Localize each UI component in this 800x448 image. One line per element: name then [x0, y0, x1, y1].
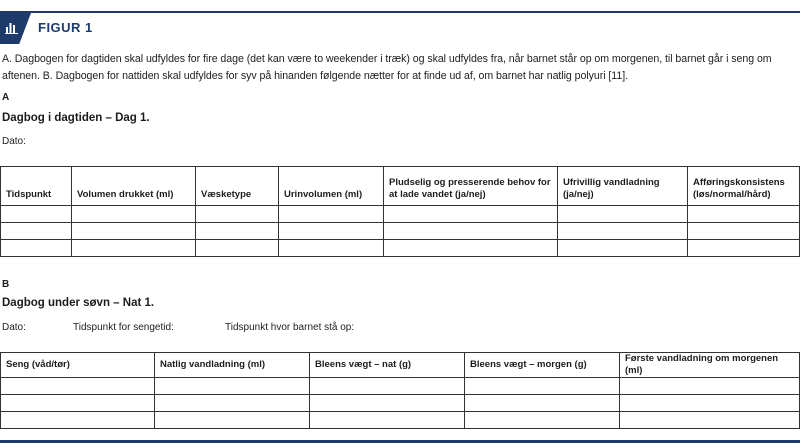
table-cell[interactable] [196, 206, 279, 223]
table-cell[interactable] [558, 206, 688, 223]
table-cell[interactable] [279, 223, 384, 240]
section-b-date-label: Dato: [2, 322, 26, 333]
section-b-title: Dagbog under søvn – Nat 1. [2, 297, 155, 309]
table-cell[interactable] [558, 240, 688, 257]
table-cell[interactable] [1, 378, 155, 395]
column-header: Tidspunkt [1, 167, 72, 206]
column-header: Bleens vægt – morgen (g) [465, 353, 620, 378]
column-header: Pludselig og presserende behov for at lade vandet (ja/nej) [384, 167, 558, 206]
table-cell[interactable] [72, 206, 196, 223]
table-cell[interactable] [620, 378, 800, 395]
column-header: Natlig vandladning (ml) [155, 353, 310, 378]
table-header-row [1, 353, 800, 378]
table-header-row [1, 167, 800, 206]
table-cell[interactable] [196, 223, 279, 240]
table-cell[interactable] [155, 378, 310, 395]
table-cell[interactable] [465, 378, 620, 395]
table-cell[interactable] [1, 223, 72, 240]
figure-badge [0, 13, 31, 44]
figure-caption: A. Dagbogen for dagtiden skal udfyldes for fire dage (det kan være to weekender i træk) og skal udfyldes fra, når barnet står op om morgenen, til barnet går i seng om aftenen. B. Dagbogen for nattiden skal udfyldes for syv på hinanden følgende nætter for at finde ud af, om barnet har natlig polyuri [11]. [2, 53, 772, 82]
table-cell[interactable] [384, 240, 558, 257]
table-cell[interactable] [310, 412, 465, 429]
table-cell[interactable] [688, 223, 800, 240]
table-row [1, 223, 800, 240]
table-cell[interactable] [196, 240, 279, 257]
section-a-label: A [2, 92, 10, 103]
table-cell[interactable] [1, 412, 155, 429]
night-diary-table [0, 352, 800, 429]
table-cell[interactable] [688, 240, 800, 257]
column-header: Seng (våd/tør) [1, 353, 155, 378]
table-cell[interactable] [620, 412, 800, 429]
table-cell[interactable] [279, 206, 384, 223]
wake-time-label: Tidspunkt hvor barnet stå op: [225, 322, 355, 333]
column-header: Bleens vægt – nat (g) [310, 353, 465, 378]
bottom-rule [0, 440, 800, 443]
column-header: Første vandladning om morgenen (ml) [620, 353, 800, 378]
table-cell[interactable] [558, 223, 688, 240]
table-cell[interactable] [155, 395, 310, 412]
table-cell[interactable] [72, 240, 196, 257]
column-header: Urinvolumen (ml) [279, 167, 384, 206]
table-row [1, 206, 800, 223]
table-cell[interactable] [310, 395, 465, 412]
table-row [1, 395, 800, 412]
table-row [1, 412, 800, 429]
figure-title: FIGUR 1 [38, 20, 93, 35]
bar-chart-icon [5, 20, 19, 34]
column-header: Væsketype [196, 167, 279, 206]
day-diary-table [0, 166, 800, 257]
section-a-date-label: Dato: [2, 136, 26, 147]
section-b-label: B [2, 279, 10, 290]
table-cell[interactable] [1, 395, 155, 412]
table-cell[interactable] [384, 223, 558, 240]
table-cell[interactable] [310, 378, 465, 395]
table-cell[interactable] [465, 412, 620, 429]
bedtime-label: Tidspunkt for sengetid: [73, 322, 174, 333]
column-header: Ufrivillig vandladning (ja/nej) [558, 167, 688, 206]
section-a-title: Dagbog i dagtiden – Dag 1. [2, 112, 150, 124]
table-cell[interactable] [465, 395, 620, 412]
table-cell[interactable] [620, 395, 800, 412]
table-cell[interactable] [688, 206, 800, 223]
table-cell[interactable] [155, 412, 310, 429]
table-cell[interactable] [72, 223, 196, 240]
table-row [1, 378, 800, 395]
top-rule [0, 11, 800, 13]
table-cell[interactable] [384, 206, 558, 223]
table-row [1, 240, 800, 257]
column-header: Volumen drukket (ml) [72, 167, 196, 206]
table-cell[interactable] [279, 240, 384, 257]
column-header: Afføringskonsistens (løs/normal/hård) [688, 167, 800, 206]
table-cell[interactable] [1, 206, 72, 223]
table-cell[interactable] [1, 240, 72, 257]
